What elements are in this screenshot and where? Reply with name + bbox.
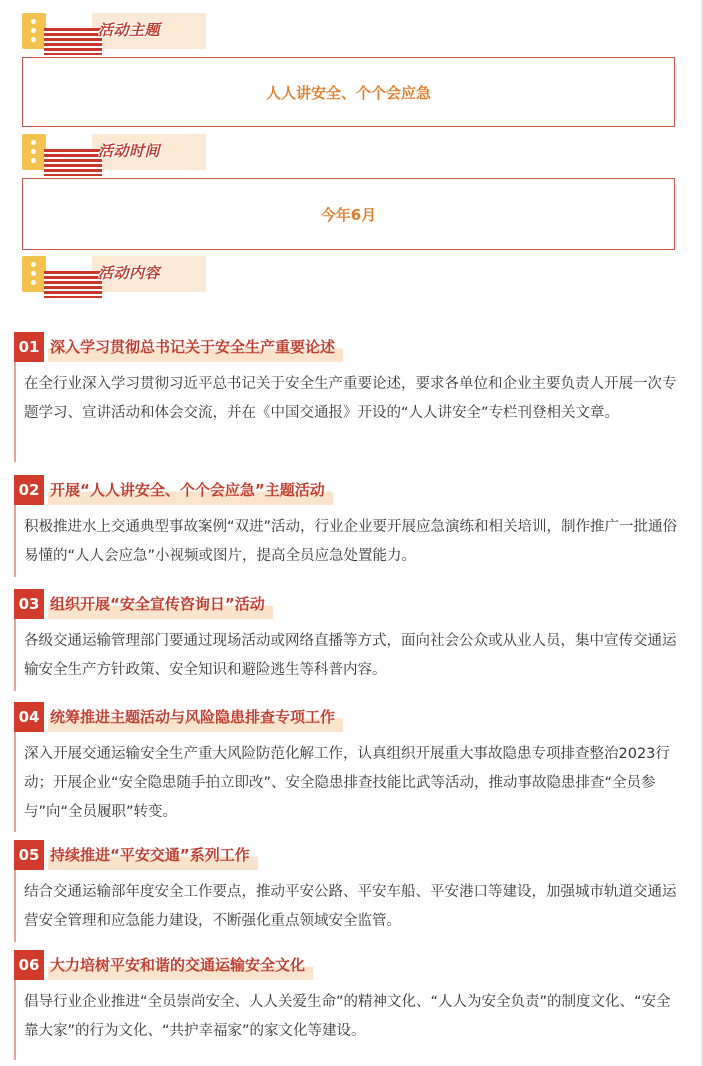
item-number: 01 xyxy=(14,332,44,362)
item-number: 03 xyxy=(14,589,44,619)
theme-box xyxy=(22,57,675,127)
section-label-text: 活动主题 xyxy=(98,21,161,39)
section-label-theme xyxy=(22,13,187,61)
item-body: 各级交通运输管理部门要通过现场活动或网络直播等方式，面向社会公众或从业人员，集中宣传交通运输安全生产方针政策、安全知识和避险逃生等科普内容。 xyxy=(24,633,677,678)
item-title: 深入学习贯彻总书记关于安全生产重要论述 xyxy=(48,332,343,362)
item-body: 倡导行业企业推进“全员崇尚安全、人人关爱生命”的精神文化、“人人为安全负责”的制度文化、“安全靠大家”的行为文化、“共护幸福家”的家文化等建设。 xyxy=(24,994,671,1039)
item-body: 深入开展交通运输安全生产重大风险防范化解工作，认真组织开展重大事故隐患专项排查整治2023行动；开展企业“安全隐患随手拍立即改”、安全隐患排查技能比武等活动，推动事故隐患排查“全员参与”向“全员履职”转变。 xyxy=(24,746,670,820)
stripes-decor-icon xyxy=(44,149,102,176)
item-body: 积极推进水上交通典型事故案例“双进”活动，行业企业要开展应急演练和相关培训，制作推广一批通俗易懂的“人人会应急”小视频或图片，提高全员应急处置能力。 xyxy=(24,519,678,564)
item-title: 统筹推进主题活动与风险隐患排查专项工作 xyxy=(48,702,343,732)
section-label-content xyxy=(22,256,187,304)
theme-text: 人人讲安全、个个会应急 xyxy=(265,83,431,102)
section-label-time xyxy=(22,134,187,182)
item-number: 04 xyxy=(14,702,44,732)
item-title: 开展“人人讲安全、个个会应急”主题活动 xyxy=(48,475,333,505)
item-number: 05 xyxy=(14,840,44,870)
stripes-decor-icon xyxy=(44,28,102,55)
item-number: 02 xyxy=(14,475,44,505)
item-title: 持续推进“平安交通”系列工作 xyxy=(48,840,258,870)
item-title: 大力培树平安和谐的交通运输安全文化 xyxy=(48,950,313,980)
item-rule xyxy=(14,505,16,577)
section-label-text: 活动内容 xyxy=(98,264,161,282)
item-body: 结合交通运输部年度安全工作要点，推动平安公路、平安车船、平安港口等建设，加强城市轨道交通运营安全管理和应急能力建设，不断强化重点领域安全监管。 xyxy=(24,884,677,929)
time-box xyxy=(22,178,675,250)
item-body: 在全行业深入学习贯彻习近平总书记关于安全生产重要论述，要求各单位和企业主要负责人开展一次专题学习、宣讲活动和体会交流，并在《中国交通报》开设的“人人讲安全”专栏刊登相关文章。 xyxy=(24,376,677,421)
time-text: 今年6月 xyxy=(320,205,377,224)
item-rule xyxy=(14,732,16,832)
item-rule xyxy=(14,619,16,691)
dots-decor-icon xyxy=(22,13,46,49)
item-rule xyxy=(14,362,16,462)
item-number: 06 xyxy=(14,950,44,980)
section-label-text: 活动时间 xyxy=(98,142,161,160)
item-rule xyxy=(14,870,16,942)
item-title: 组织开展“安全宣传咨询日”活动 xyxy=(48,589,273,619)
item-rule xyxy=(14,980,16,1060)
dots-decor-icon xyxy=(22,134,46,170)
stripes-decor-icon xyxy=(44,271,102,298)
dots-decor-icon xyxy=(22,256,46,292)
